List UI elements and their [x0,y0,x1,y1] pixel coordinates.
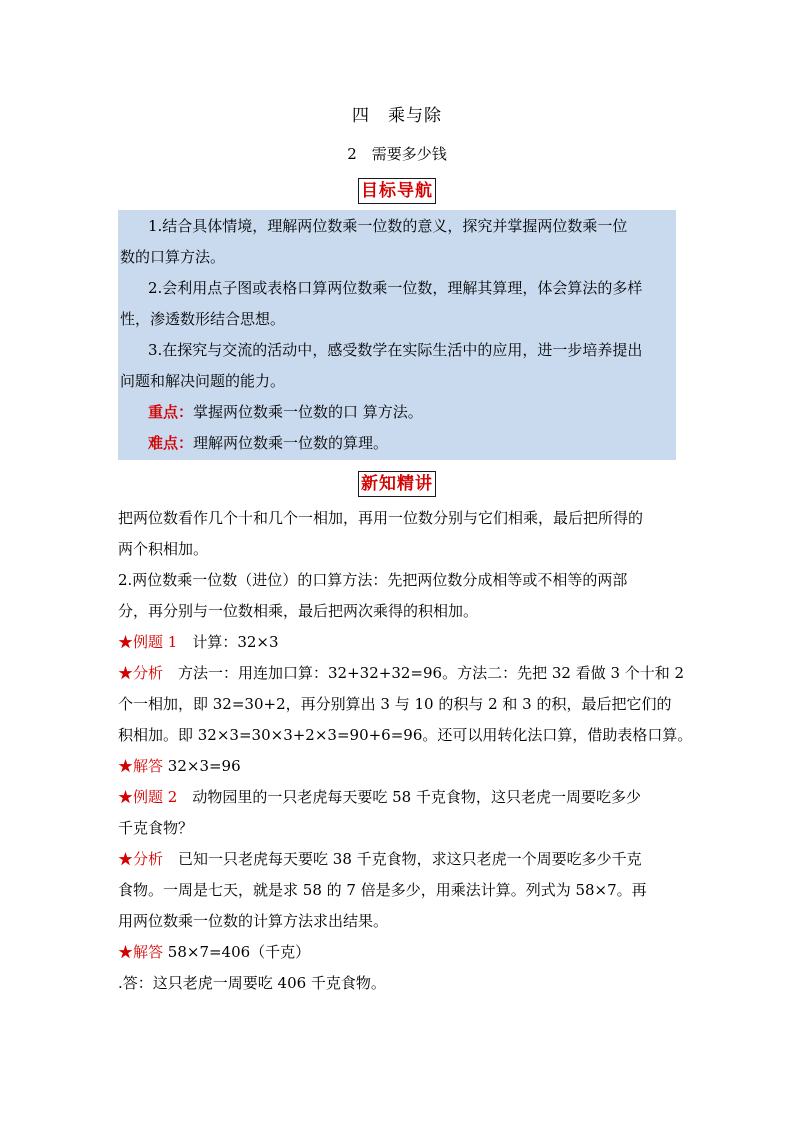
example1-question [118,632,678,652]
example2-analysis-line: 用两位数乘一位数的计算方法求出结果。 [118,912,389,930]
goals-heading: 目标导航 [358,178,436,204]
chapter-title: 四 乘与除 [352,106,442,126]
example2-reply: .答：这只老虎一周要吃 406 千克食物。 [118,974,386,992]
goals-box [118,210,676,460]
example1-analysis-line: 积相加。即 32×3=30×3+2×3=90+6=96。还可以用转化法口算，借助表格口算。 [118,726,693,744]
example1-question-text: 计算：32×3 [177,633,279,651]
goal-line: 数的口算方法。 [120,248,226,266]
difficulty-text: 理解两位数乘一位数的算理。 [193,434,389,452]
knowledge-heading: 新知精讲 [358,471,436,497]
example2-answer [118,942,678,962]
example2-answer-text: 58×7=406（千克） [163,943,311,961]
example1-answer-label: ★解答 [118,757,164,775]
knowledge-line: 把两位数看作几个十和几个一相加，再用一位数分别与它们相乘，最后把所得的 [118,509,644,527]
goal-line: 性，渗透数形结合思想。 [120,310,286,328]
example1-answer-text: 32×3=96 [163,757,241,775]
example2-answer-label: ★解答 [118,943,164,961]
key-point-line [118,402,676,422]
knowledge-line: 两个积相加。 [118,540,209,558]
goal-line: 2.会利用点子图或表格口算两位数乘一位数，理解其算理，体会算法的多样 [148,279,643,297]
example2-analysis-label: ★分析 [118,850,164,868]
example1-label: ★例题 1 [118,633,178,651]
knowledge-line: 分，再分别与一位数相乘，最后把两次乘得的积相加。 [118,602,479,620]
difficulty-label: 难点： [148,434,194,452]
example1-analysis-text: 方法一：用连加口算：32+32+32=96。方法二：先把 32 看做 3 个十和 2 [163,664,685,682]
lesson-title: 2 需要多少钱 [347,145,447,163]
knowledge-line: 2.两位数乘一位数（进位）的口算方法：先把两位数分成相等或不相等的两部 [118,571,628,589]
example2-analysis-line: 食物。一周是七天，就是求 58 的 7 倍是多少，用乘法计算。列式为 58×7。再 [118,881,647,899]
goal-line: 1.结合具体情境，理解两位数乘一位数的意义，探究并掌握两位数乘一位 [148,217,628,235]
example2-analysis-text: 已知一只老虎每天要吃 38 千克食物，求这只老虎一个周要吃多少千克 [163,850,642,868]
example2-question-line: 千克食物？ [118,819,194,837]
key-point-label: 重点： [148,403,194,421]
goal-line: 3.在探究与交流的活动中，感受数学在实际生活中的应用，进一步培养提出 [148,341,643,359]
example2-question-text: 动物园里的一只老虎每天要吃 58 千克食物，这只老虎一周要吃多少 [177,788,641,806]
goal-line: 问题和解决问题的能力。 [120,372,286,390]
example1-analysis-label: ★分析 [118,664,164,682]
example2-label: ★例题 2 [118,788,178,806]
example1-analysis-line: 个一相加，即 32=30+2，再分别算出 3 与 10 的积与 2 和 3 的积，最后把它们的 [118,695,672,713]
difficulty-line [118,433,676,453]
example1-answer [118,756,678,776]
key-point-text: 掌握两位数乘一位数的口 算方法。 [193,403,423,421]
example2-analysis [118,849,678,869]
example2-question [118,787,678,807]
example1-analysis [118,663,685,683]
